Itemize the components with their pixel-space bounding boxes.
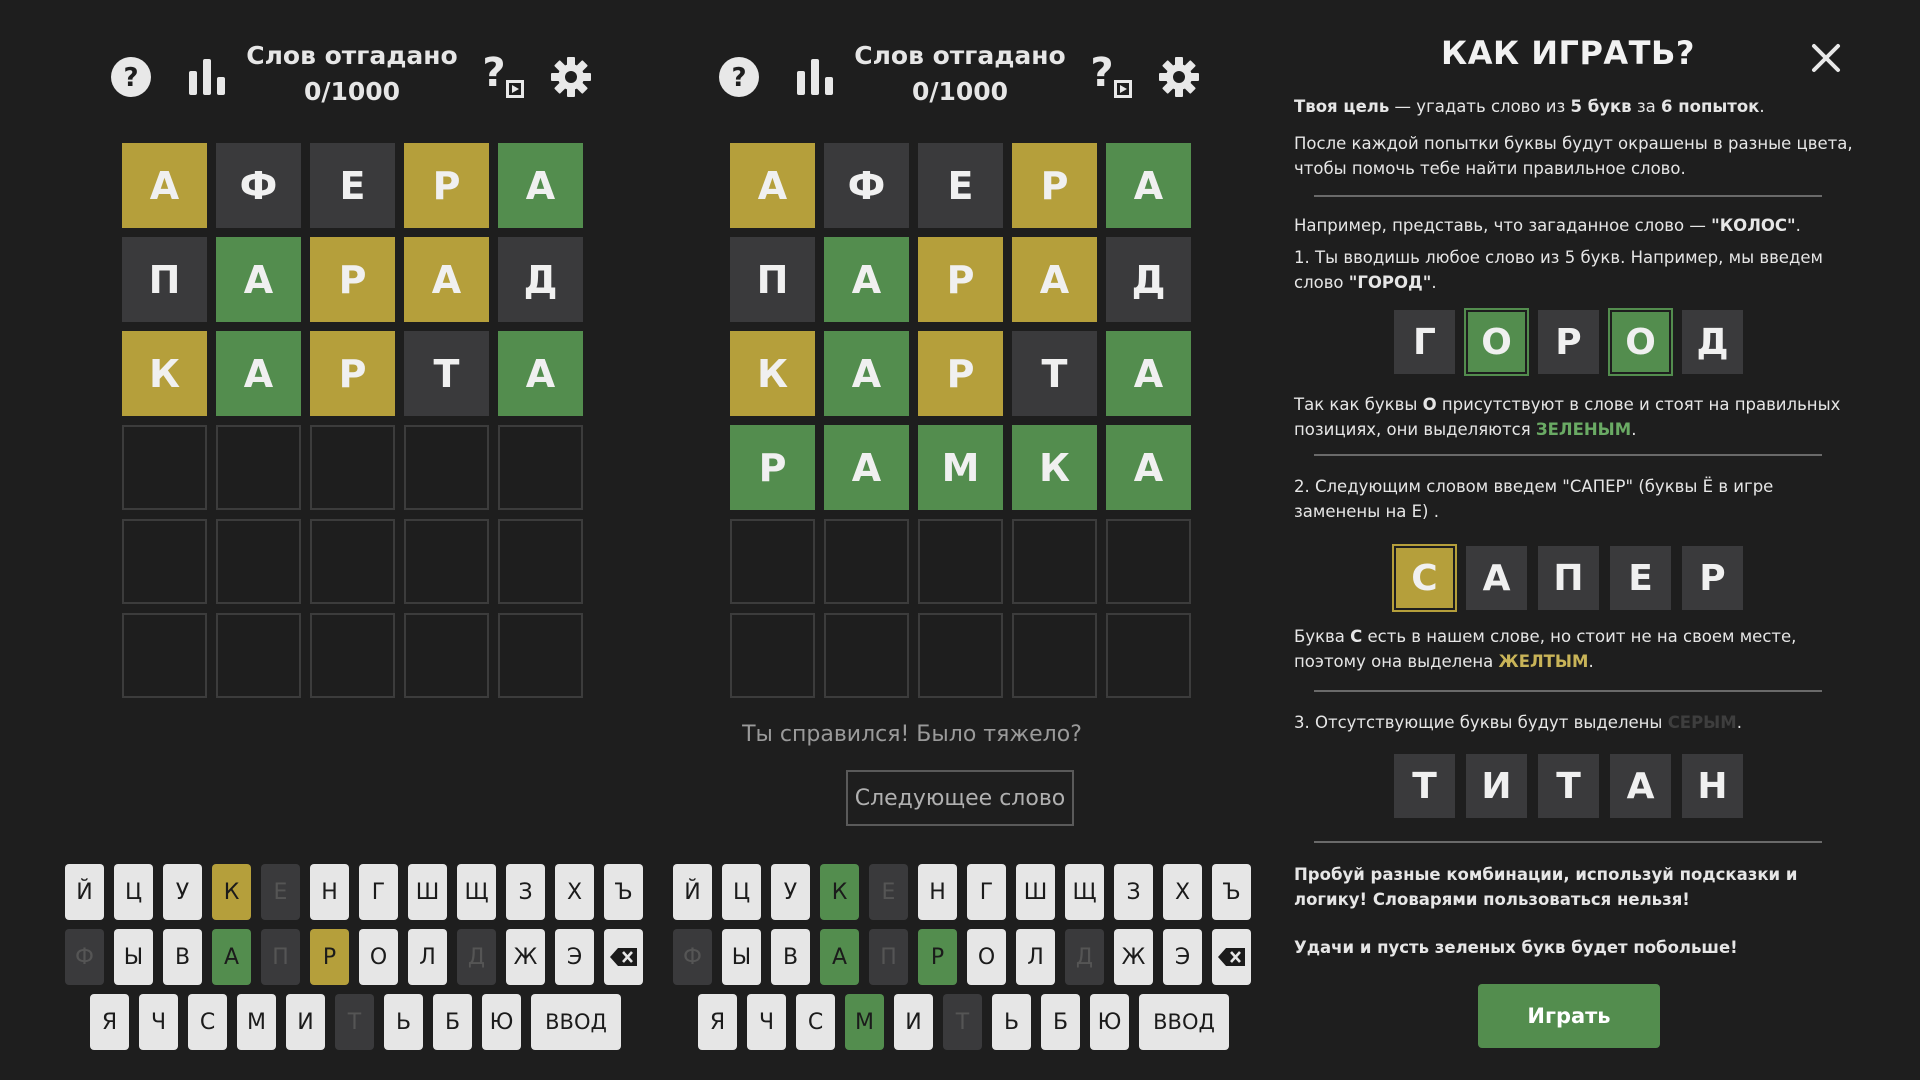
example-letter-tile: Т <box>1394 754 1455 818</box>
letter-tile: А <box>824 237 909 322</box>
empty-tile <box>122 613 207 698</box>
divider <box>1314 454 1822 456</box>
letter-key[interactable]: Х <box>555 864 594 920</box>
letter-key[interactable]: П <box>261 929 300 985</box>
how-to-play-panel <box>1216 0 1920 1080</box>
example-letter-tile: О <box>1610 310 1671 374</box>
empty-tile <box>216 519 301 604</box>
letter-key[interactable]: Г <box>359 864 398 920</box>
letter-key[interactable]: Л <box>1016 929 1055 985</box>
counter-label: Слов отгадано <box>854 41 1066 70</box>
empty-tile <box>1106 613 1191 698</box>
enter-key[interactable]: ВВОД <box>1139 994 1229 1050</box>
empty-tile <box>122 519 207 604</box>
empty-tile <box>404 425 489 510</box>
letter-key[interactable]: Р <box>310 929 349 985</box>
close-icon[interactable] <box>1806 38 1846 78</box>
bar-chart-icon[interactable] <box>792 54 838 100</box>
letter-key[interactable]: М <box>845 994 884 1050</box>
letter-key[interactable]: Г <box>967 864 1006 920</box>
words-guessed-counter <box>236 38 468 110</box>
letter-key[interactable]: К <box>212 864 251 920</box>
letter-key[interactable]: Ы <box>722 929 761 985</box>
empty-tile <box>310 519 395 604</box>
letter-tile: Р <box>404 143 489 228</box>
letter-key[interactable]: М <box>237 994 276 1050</box>
letter-tile: А <box>730 143 815 228</box>
empty-tile <box>498 613 583 698</box>
letter-tile: Ф <box>824 143 909 228</box>
step1-text: 1. Ты вводишь любое слово из 5 букв. Например, мы введем слово "ГОРОД". <box>1294 248 1823 292</box>
letter-tile: А <box>1106 143 1191 228</box>
bar-chart-icon[interactable] <box>184 54 230 100</box>
letter-tile: К <box>730 331 815 416</box>
empty-tile <box>122 425 207 510</box>
luck-text: Удачи и пусть зеленых букв будет побольше! <box>1294 938 1738 957</box>
letter-key[interactable]: Ы <box>114 929 153 985</box>
letter-key[interactable]: Ц <box>114 864 153 920</box>
letter-key[interactable]: Ч <box>747 994 786 1050</box>
svg-text:?: ? <box>123 63 139 93</box>
letter-tile: Р <box>918 331 1003 416</box>
letter-key[interactable]: Б <box>433 994 472 1050</box>
empty-tile <box>310 613 395 698</box>
letter-key[interactable]: Н <box>918 864 957 920</box>
next-word-button[interactable]: Следующее слово <box>846 770 1074 826</box>
example-letter-tile: Е <box>1610 546 1671 610</box>
counter-value: 0/1000 <box>911 77 1009 106</box>
game-panel-right <box>608 0 1241 1080</box>
letter-key[interactable]: К <box>820 864 859 920</box>
letter-tile: Ф <box>216 143 301 228</box>
empty-tile <box>310 425 395 510</box>
letter-tile: А <box>1106 425 1191 510</box>
letter-key[interactable]: Ъ <box>604 864 643 920</box>
letter-tile: К <box>122 331 207 416</box>
letter-tile: А <box>1012 237 1097 322</box>
letter-tile: Р <box>310 331 395 416</box>
divider <box>1314 690 1822 692</box>
empty-tile <box>498 425 583 510</box>
example-letter-tile: Т <box>1538 754 1599 818</box>
letter-tile: А <box>824 331 909 416</box>
help-title: КАК ИГРАТЬ? <box>1441 34 1695 72</box>
empty-tile <box>1012 613 1097 698</box>
example-letter-tile: О <box>1466 310 1527 374</box>
letter-key[interactable]: А <box>820 929 859 985</box>
yellow-explanation: Буква С есть в нашем слове, но стоит не на своем месте, поэтому она выделена ЖЕЛТЫМ. <box>1294 627 1797 671</box>
divider <box>1314 841 1822 843</box>
letter-key[interactable]: Ж <box>506 929 545 985</box>
example-letter-tile: И <box>1466 754 1527 818</box>
letter-tile: А <box>824 425 909 510</box>
goal-text: Твоя цель — угадать слово из 5 букв за 6 попыток. <box>1294 97 1765 116</box>
example-letter-tile: А <box>1610 754 1671 818</box>
letter-key[interactable]: И <box>894 994 933 1050</box>
letter-key[interactable]: Э <box>555 929 594 985</box>
letter-key[interactable]: В <box>771 929 810 985</box>
letter-key[interactable]: Р <box>918 929 957 985</box>
letter-tile: Р <box>310 237 395 322</box>
letter-key[interactable]: Ш <box>408 864 447 920</box>
letter-key[interactable]: Ф <box>673 929 712 985</box>
letter-key[interactable]: И <box>286 994 325 1050</box>
letter-key[interactable]: Щ <box>1065 864 1104 920</box>
letter-key[interactable]: П <box>869 929 908 985</box>
after-each-text: После каждой попытки буквы будут окрашены в разные цвета, чтобы помочь тебе найти правильное слово. <box>1294 134 1853 178</box>
letter-tile: А <box>498 143 583 228</box>
empty-tile <box>824 613 909 698</box>
letter-key[interactable]: Ф <box>65 929 104 985</box>
letter-key[interactable]: Э <box>1163 929 1202 985</box>
empty-tile <box>730 613 815 698</box>
letter-key[interactable]: Ж <box>1114 929 1153 985</box>
example-letter-tile: Н <box>1682 754 1743 818</box>
letter-key[interactable]: Т <box>335 994 374 1050</box>
letter-tile: Т <box>404 331 489 416</box>
play-button[interactable]: Играть <box>1478 984 1660 1048</box>
letter-key[interactable]: Я <box>90 994 129 1050</box>
video-help-icon[interactable] <box>1088 54 1134 100</box>
letter-tile: Е <box>310 143 395 228</box>
divider <box>1314 195 1822 197</box>
empty-tile <box>404 613 489 698</box>
svg-text:?: ? <box>482 52 506 96</box>
empty-tile <box>498 519 583 604</box>
example-letter-tile: Г <box>1394 310 1455 374</box>
result-message: Ты справился! Было тяжело? <box>742 722 1082 747</box>
letter-tile: Д <box>498 237 583 322</box>
empty-tile <box>1106 519 1191 604</box>
letter-key[interactable]: Д <box>457 929 496 985</box>
letter-key[interactable]: С <box>796 994 835 1050</box>
letter-key[interactable]: Х <box>1163 864 1202 920</box>
example-letter-tile: П <box>1538 546 1599 610</box>
letter-key[interactable]: Я <box>698 994 737 1050</box>
svg-text:?: ? <box>1090 52 1114 96</box>
letter-key[interactable]: Д <box>1065 929 1104 985</box>
letter-tile: Е <box>918 143 1003 228</box>
letter-key[interactable]: Ч <box>139 994 178 1050</box>
letter-key[interactable]: З <box>506 864 545 920</box>
letter-key[interactable]: Т <box>943 994 982 1050</box>
letter-key[interactable]: О <box>967 929 1006 985</box>
step3-text: 3. Отсутствующие буквы будут выделены СЕРЫМ. <box>1294 713 1742 732</box>
example-letter-tile: Р <box>1682 546 1743 610</box>
green-explanation: Так как буквы О присутствуют в слове и стоят на правильных позициях, они выделяются ЗЕЛЕНЫМ. <box>1294 395 1841 439</box>
letter-tile: П <box>122 237 207 322</box>
letter-key[interactable]: Й <box>673 864 712 920</box>
letter-key[interactable]: Щ <box>457 864 496 920</box>
letter-key[interactable]: Й <box>65 864 104 920</box>
video-help-icon[interactable] <box>480 54 526 100</box>
empty-tile <box>824 519 909 604</box>
counter-value: 0/1000 <box>303 77 401 106</box>
letter-key[interactable]: А <box>212 929 251 985</box>
letter-key[interactable]: Ю <box>482 994 521 1050</box>
letter-tile: Р <box>730 425 815 510</box>
gear-icon[interactable] <box>548 54 594 100</box>
example-letter-tile: Р <box>1538 310 1599 374</box>
empty-tile <box>730 519 815 604</box>
enter-key[interactable]: ВВОД <box>531 994 621 1050</box>
letter-key[interactable]: Е <box>869 864 908 920</box>
letter-tile: М <box>918 425 1003 510</box>
example-letter-tile: А <box>1466 546 1527 610</box>
letter-key[interactable]: Ь <box>992 994 1031 1050</box>
letter-tile: А <box>216 237 301 322</box>
letter-tile: Р <box>918 237 1003 322</box>
game-header <box>608 32 1216 112</box>
letter-tile: К <box>1012 425 1097 510</box>
step2-text: 2. Следующим словом введем "САПЕР" (буквы Ё в игре заменены на Е) . <box>1294 477 1774 521</box>
words-guessed-counter <box>844 38 1076 110</box>
letter-key[interactable]: Б <box>1041 994 1080 1050</box>
example-intro-text: Например, представь, что загаданное слово — "КОЛОС". <box>1294 216 1801 235</box>
empty-tile <box>918 519 1003 604</box>
help-circle-icon[interactable] <box>108 54 154 100</box>
letter-tile: Т <box>1012 331 1097 416</box>
letter-key[interactable]: В <box>163 929 202 985</box>
example-letter-tile: С <box>1394 546 1455 610</box>
example-letter-tile: Д <box>1682 310 1743 374</box>
letter-key[interactable]: Ц <box>722 864 761 920</box>
letter-key[interactable]: Ь <box>384 994 423 1050</box>
letter-key[interactable]: Л <box>408 929 447 985</box>
letter-key[interactable]: Н <box>310 864 349 920</box>
letter-key[interactable]: Ю <box>1090 994 1129 1050</box>
empty-tile <box>918 613 1003 698</box>
letter-key[interactable]: Ъ <box>1212 864 1251 920</box>
letter-tile: А <box>498 331 583 416</box>
letter-tile: А <box>1106 331 1191 416</box>
letter-tile: А <box>216 331 301 416</box>
letter-tile: Д <box>1106 237 1191 322</box>
letter-tile: П <box>730 237 815 322</box>
empty-tile <box>1012 519 1097 604</box>
empty-tile <box>404 519 489 604</box>
empty-tile <box>216 613 301 698</box>
game-header <box>0 32 608 112</box>
letter-key[interactable]: О <box>359 929 398 985</box>
letter-key[interactable]: З <box>1114 864 1153 920</box>
help-circle-icon[interactable] <box>716 54 762 100</box>
letter-tile: Р <box>1012 143 1097 228</box>
letter-key[interactable]: У <box>163 864 202 920</box>
letter-key[interactable]: Е <box>261 864 300 920</box>
gear-icon[interactable] <box>1156 54 1202 100</box>
game-panel-left <box>0 0 633 1080</box>
try-text: Пробуй разные комбинации, используй подсказки и логику! Словарями пользоваться нельзя! <box>1294 865 1798 909</box>
counter-label: Слов отгадано <box>246 41 458 70</box>
letter-tile: А <box>404 237 489 322</box>
letter-key[interactable]: У <box>771 864 810 920</box>
empty-tile <box>216 425 301 510</box>
letter-key[interactable]: С <box>188 994 227 1050</box>
svg-text:?: ? <box>731 63 747 93</box>
letter-key[interactable]: Ш <box>1016 864 1055 920</box>
letter-tile: А <box>122 143 207 228</box>
